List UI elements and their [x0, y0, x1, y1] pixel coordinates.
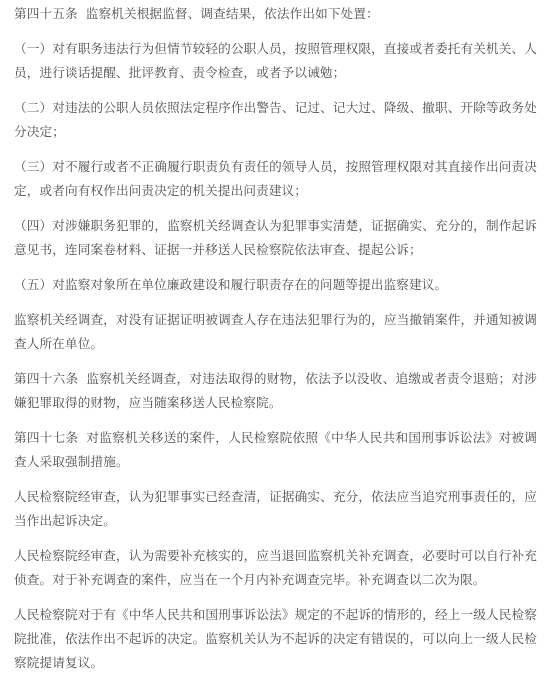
- article-number: 第四十七条: [14, 430, 79, 445]
- article-45-item-3: （三）对不履行或者不正确履行职责负有责任的领导人员，按照管理权限对其直接作出问责决定，或者向有权作出问责决定的机关提出问责建议；: [14, 159, 537, 198]
- article-47-paragraph-1: 人民检察院经审查，认为犯罪事实已经查清，证据确实、充分，依法应当追究刑事责任的，应当作出起诉决定。: [14, 489, 537, 528]
- article-47-heading: [14, 426, 537, 474]
- article-46-heading: [14, 367, 537, 415]
- article-text: 监察机关根据监督、调查结果，依法作出如下处置：: [85, 6, 379, 21]
- article-47-paragraph-3: 人民检察院对于有《中华人民共和国刑事诉讼法》规定的不起诉的情形的，经上一级人民检察院批准，依法作出不起诉的决定。监察机关认为不起诉的决定有错误的，可以向上一级人民检察院提请复议。: [14, 607, 537, 670]
- article-45-item-5: （五）对监察对象所在单位廉政建设和履行职责存在的问题等提出监察建议。: [14, 277, 448, 292]
- article-45-heading: [14, 2, 537, 26]
- article-45-item-1: （一）对有职务违法行为但情节较轻的公职人员，按照管理权限，直接或者委托有关机关、人员，进行谈话提醒、批评教育、责令检查，或者予以诫勉；: [14, 41, 537, 80]
- article-45-item-4: （四）对涉嫌职务犯罪的，监察机关经调查认为犯罪事实清楚，证据确实、充分的，制作起诉意见书，连同案卷材料、证据一并移送人民检察院依法审查、提起公诉；: [14, 218, 537, 257]
- article-text: 监察机关经调查，对违法取得的财物，依法予以没收、追缴或者责令退赔；对涉嫌犯罪取得的财物，应当随案移送人民检察院。: [14, 371, 538, 410]
- article-45-closing: 监察机关经调查，对没有证据证明被调查人存在违法犯罪行为的，应当撤销案件，并通知被调查人所在单位。: [14, 312, 537, 351]
- article-text: 对监察机关移送的案件，人民检察院依照《中华人民共和国刑事诉讼法》对被调查人采取强制措施。: [14, 430, 538, 469]
- article-45-item-2: （二）对违法的公职人员依照法定程序作出警告、记过、记大过、降级、撤职、开除等政务处分决定；: [14, 100, 537, 139]
- article-number: 第四十六条: [14, 371, 79, 386]
- article-47-paragraph-2: 人民检察院经审查，认为需要补充核实的，应当退回监察机关补充调查，必要时可以自行补充侦查。对于补充调查的案件，应当在一个月内补充调查完毕。补充调查以二次为限。: [14, 548, 537, 587]
- article-number: 第四十五条: [14, 6, 78, 21]
